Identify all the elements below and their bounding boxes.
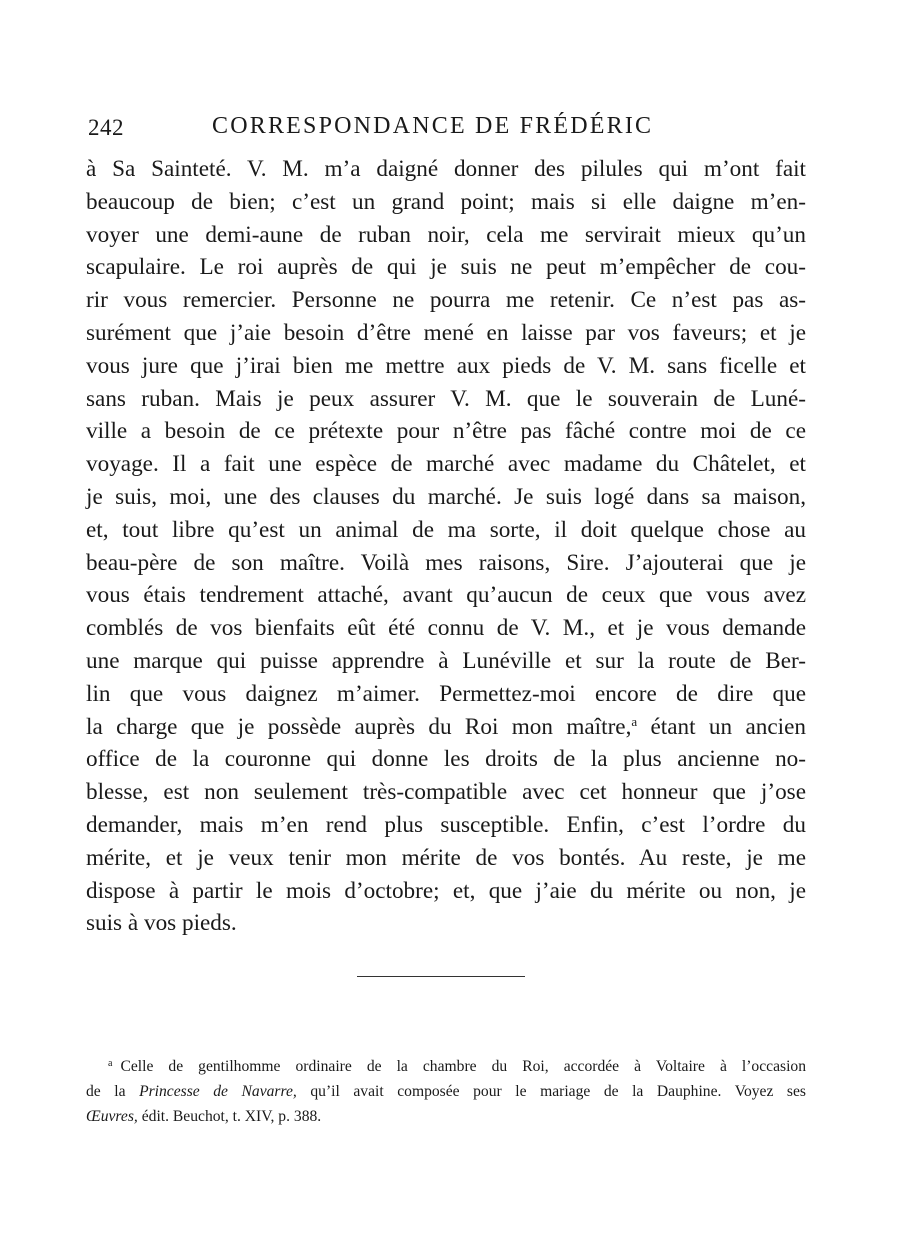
footnote-line <box>86 1079 806 1104</box>
body-line: scapulaire. Le roi auprès de qui je suis ne peut m’empêcher de cou- <box>86 254 806 281</box>
running-title: CORRESPONDANCE DE FRÉDÉRIC <box>212 113 654 139</box>
body-line: sans ruban. Mais je peux assurer V. M. que le souverain de Luné- <box>86 385 806 412</box>
footnote-separator <box>357 976 525 977</box>
footnote-work-title: Œuvres, <box>86 1108 138 1125</box>
footnote-line <box>86 1104 806 1129</box>
body-line: lin que vous daignez m’aimer. Permettez-moi encore de dire que <box>86 680 806 707</box>
body-line: dispose à partir le mois d’octobre; et, que j’aie du mérite ou non, je <box>86 877 806 904</box>
body-line: blesse, est non seulement très-compatible avec cet honneur que j’ose <box>86 779 806 806</box>
body-line: suis à vos pieds. <box>86 910 237 937</box>
footnote-reference[interactable]: a <box>631 713 638 729</box>
footnote-text: Celle de gentilhomme ordinaire de la chambre du Roi, accordée à Voltaire à l’occasion <box>120 1058 806 1075</box>
footnote-block <box>86 1054 806 1129</box>
page-header <box>86 113 806 143</box>
body-line: voyage. Il a fait une espèce de marché avec madame du Châtelet, et <box>86 451 806 478</box>
body-line: je suis, moi, une des clauses du marché. Je suis logé dans sa maison, <box>86 483 806 510</box>
page-number: 242 <box>88 115 124 140</box>
body-line: rir vous remercier. Personne ne pourra me retenir. Ce n’est pas as- <box>86 287 806 314</box>
body-line-with-footnote-ref <box>86 711 806 744</box>
body-line: office de la couronne qui donne les droits de la plus ancienne no- <box>86 746 806 773</box>
body-line-text: étant un ancien <box>637 713 806 740</box>
footnote-line <box>86 1054 806 1079</box>
body-line: voyer une demi-aune de ruban noir, cela me servirait mieux qu’un <box>86 221 806 248</box>
body-line: surément que j’aie besoin d’être mené en laisse par vos faveurs; et je <box>86 319 806 346</box>
body-line: beaucoup de bien; c’est un grand point; mais si elle daigne m’en- <box>86 188 806 215</box>
body-line: et, tout libre qu’est un animal de ma sorte, il doit quelque chose au <box>86 516 806 543</box>
body-line: mérite, et je veux tenir mon mérite de vos bontés. Au reste, je me <box>86 844 806 871</box>
footnote-work-title: Princesse de Navarre, <box>139 1083 297 1100</box>
body-line: à Sa Sainteté. V. M. m’a daigné donner des pilules qui m’ont fait <box>86 156 806 182</box>
letter-body <box>86 153 806 940</box>
body-line: ville a besoin de ce prétexte pour n’être pas fâché contre moi de ce <box>86 418 806 445</box>
body-line: beau-père de son maître. Voilà mes raisons, Sire. J’ajouterai que je <box>86 549 806 576</box>
body-line: vous étais tendrement attaché, avant qu’aucun de ceux que vous avez <box>86 582 806 609</box>
footnote-text: de la <box>86 1083 140 1100</box>
body-line: une marque qui puisse apprendre à Lunéville et sur la route de Ber- <box>86 647 806 674</box>
footnote-text: qu’il avait composée pour le mariage de la Dauphine. Voyez ses <box>296 1083 806 1100</box>
body-line: demander, mais m’en rend plus susceptible. Enfin, c’est l’ordre du <box>86 811 806 838</box>
body-line-text: la charge que je possède auprès du Roi mon maître, <box>86 713 632 740</box>
footnote-mark: a <box>108 1058 113 1069</box>
body-line: comblés de vos bienfaits eût été connu de V. M., et je vous demande <box>86 615 806 642</box>
footnote-text: édit. Beuchot, t. XIV, p. 388. <box>137 1108 322 1125</box>
body-line: vous jure que j’irai bien me mettre aux pieds de V. M. sans ficelle et <box>86 352 806 379</box>
